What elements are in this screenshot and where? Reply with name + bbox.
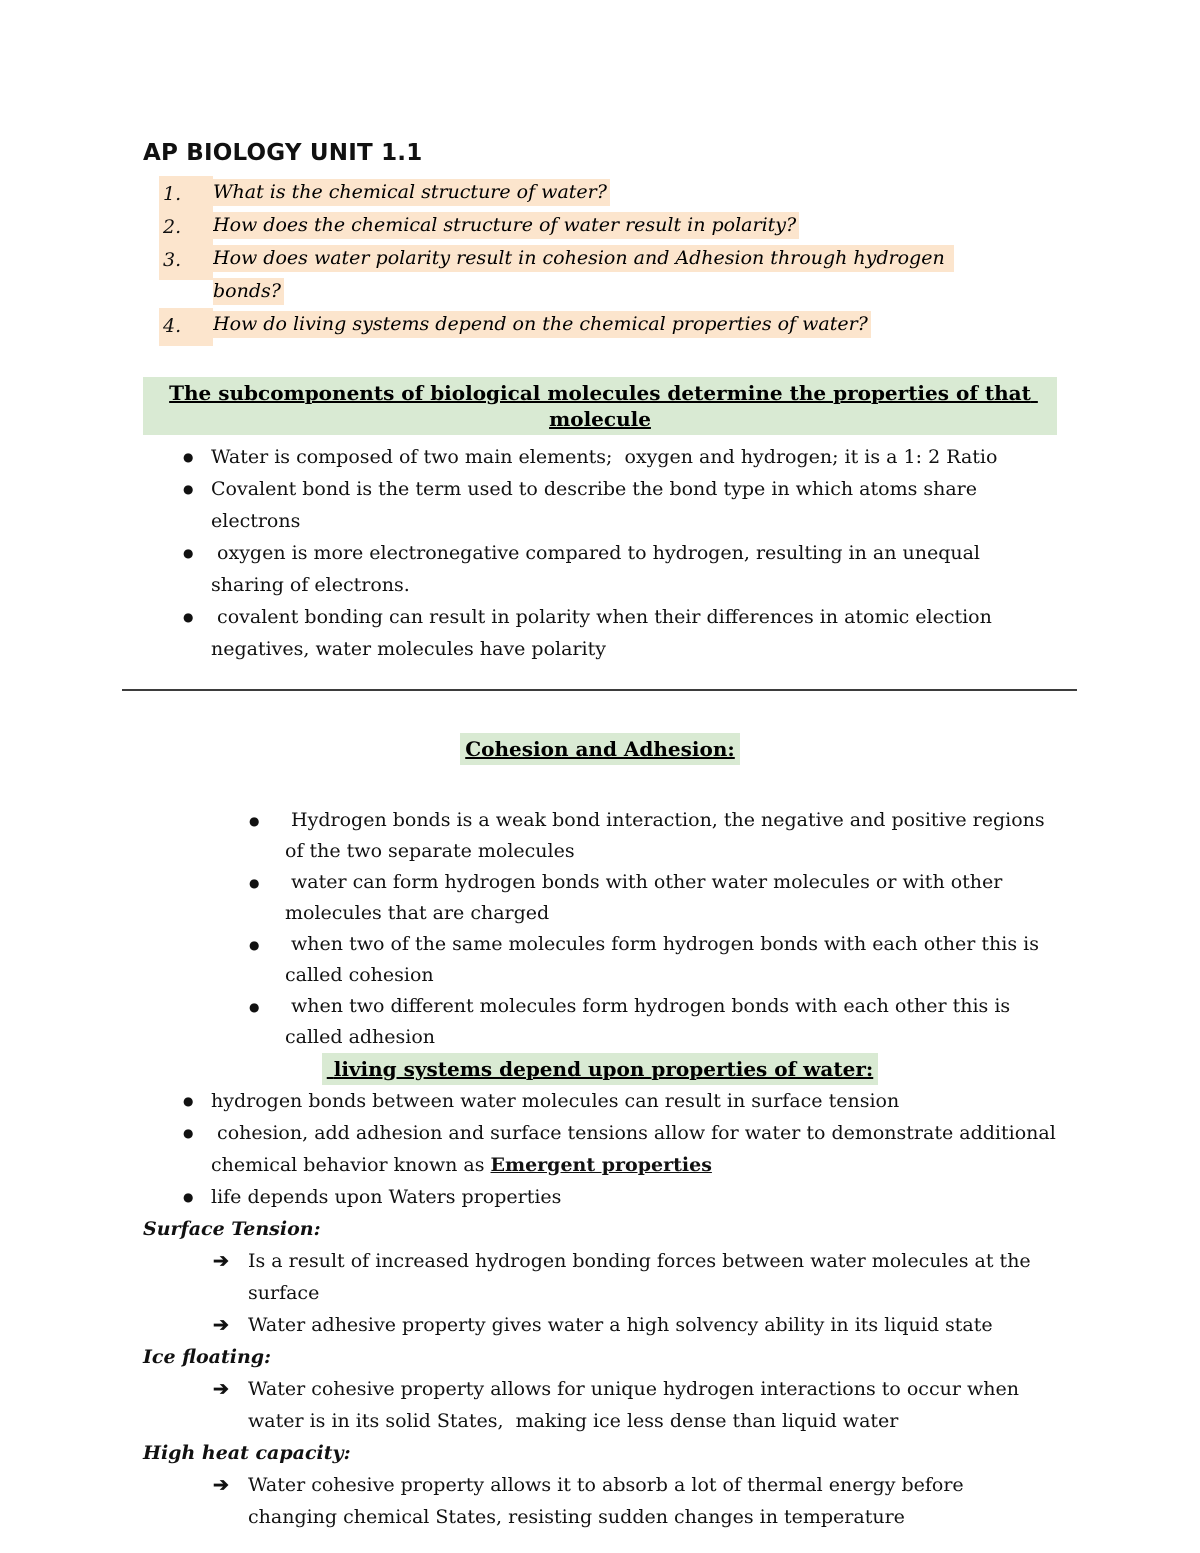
list-item bbox=[163, 176, 1005, 209]
list-item bbox=[143, 1309, 1057, 1341]
bullet-text: covalent bonding can result in polarity when their differences in atomic election negatives, water molecules have polarity bbox=[211, 606, 998, 660]
list-item bbox=[143, 805, 1057, 867]
bullet-icon: ● bbox=[249, 876, 260, 890]
list-item bbox=[143, 929, 1057, 991]
bullet-icon: ● bbox=[183, 1094, 194, 1108]
question-number: 2. bbox=[159, 209, 213, 247]
arrow-text: Water cohesive property allows for unique hydrogen interactions to occur when water is in its solid States, making ice less dense than liquid water bbox=[248, 1378, 1025, 1432]
question-text: What is the chemical structure of water? bbox=[213, 179, 610, 206]
property-label: Ice floating: bbox=[143, 1346, 272, 1368]
arrow-icon: ➔ bbox=[213, 1314, 229, 1336]
property-group-surface-tension bbox=[143, 1213, 1057, 1341]
question-text: How do living systems depend on the chemical properties of water? bbox=[213, 311, 871, 338]
bullet-icon: ● bbox=[249, 814, 260, 828]
question-number: 4. bbox=[159, 308, 213, 346]
arrow-icon: ➔ bbox=[213, 1474, 229, 1496]
list-item bbox=[143, 1181, 1057, 1213]
question-text: How does water polarity result in cohesion and Adhesion through hydrogen bonds? bbox=[213, 245, 954, 305]
list-item bbox=[143, 537, 1057, 601]
living-bullet-list bbox=[143, 1085, 1062, 1213]
bullet-text-plain: cohesion, add adhesion and surface tensions allow for water to demonstrate additional chemical behavior known as bbox=[211, 1122, 1062, 1176]
list-item bbox=[143, 1373, 1057, 1437]
list-item bbox=[143, 867, 1057, 929]
bullet-icon: ● bbox=[249, 1000, 260, 1014]
property-group-high-heat-capacity bbox=[143, 1437, 1057, 1533]
bullet-icon: ● bbox=[183, 1126, 194, 1140]
bullet-icon: ● bbox=[249, 938, 260, 952]
question-list bbox=[143, 176, 1005, 341]
bullet-icon: ● bbox=[183, 546, 194, 560]
section-cohesion-heading-row bbox=[143, 733, 1057, 765]
list-item bbox=[143, 1469, 1057, 1533]
subcomponents-bullet-list bbox=[143, 441, 1057, 665]
list-item bbox=[143, 1117, 1062, 1181]
bullet-icon: ● bbox=[183, 450, 194, 464]
list-item bbox=[143, 441, 1057, 473]
list-item bbox=[143, 1245, 1057, 1309]
bullet-icon: ● bbox=[183, 1190, 194, 1204]
bullet-text: life depends upon Waters properties bbox=[211, 1186, 562, 1208]
list-item bbox=[163, 209, 1005, 242]
emergent-properties-emphasis: Emergent properties bbox=[490, 1154, 712, 1176]
bullet-text: hydrogen bonds between water molecules can result in surface tension bbox=[211, 1090, 900, 1112]
section-heading: living systems depend upon properties of water: bbox=[322, 1053, 879, 1085]
bullet-text: Covalent bond is the term used to describe the bond type in which atoms share electrons bbox=[211, 478, 984, 532]
bullet-icon: ● bbox=[183, 482, 194, 496]
question-text: How does the chemical structure of water result in polarity? bbox=[213, 212, 799, 239]
arrow-text: Is a result of increased hydrogen bonding forces between water molecules at the surface bbox=[248, 1250, 1037, 1304]
horizontal-divider bbox=[122, 689, 1077, 691]
arrow-text: Water cohesive property allows it to absorb a lot of thermal energy before changing chemical States, resisting sudden changes in temperature bbox=[248, 1474, 976, 1528]
cohesion-bullet-list bbox=[143, 805, 1057, 1053]
list-item bbox=[143, 473, 1057, 537]
section-heading: Cohesion and Adhesion: bbox=[460, 733, 740, 765]
section-subcomponents-heading-row bbox=[143, 377, 1057, 435]
list-item bbox=[143, 991, 1057, 1053]
bullet-text: when two different molecules form hydrogen bonds with each other this is called adhesion bbox=[285, 995, 1017, 1048]
question-number: 3. bbox=[159, 242, 213, 280]
arrow-text: Water adhesive property gives water a high solvency ability in its liquid state bbox=[248, 1314, 993, 1336]
list-item bbox=[143, 601, 1057, 665]
list-item bbox=[163, 242, 1005, 308]
list-item bbox=[143, 1085, 1057, 1117]
property-label: Surface Tension: bbox=[143, 1218, 321, 1240]
property-label: High heat capacity: bbox=[143, 1442, 351, 1464]
bullet-text: water can form hydrogen bonds with other water molecules or with other molecules that are charged bbox=[285, 871, 1009, 924]
question-number: 1. bbox=[159, 176, 213, 214]
page-title: AP BIOLOGY UNIT 1.1 bbox=[143, 140, 423, 166]
section-living-heading-row bbox=[143, 1053, 1057, 1085]
bullet-icon: ● bbox=[183, 610, 194, 624]
arrow-icon: ➔ bbox=[213, 1378, 229, 1400]
bullet-text: Water is composed of two main elements; oxygen and hydrogen; it is a 1: 2 Ratio bbox=[211, 446, 998, 468]
bullet-text: Hydrogen bonds is a weak bond interaction, the negative and positive regions of the two separate molecules bbox=[285, 809, 1051, 862]
bullet-text: oxygen is more electronegative compared to hydrogen, resulting in an unequal sharing of electrons. bbox=[211, 542, 987, 596]
bullet-text bbox=[211, 1117, 1062, 1181]
list-item bbox=[163, 308, 1005, 341]
bullet-text: when two of the same molecules form hydrogen bonds with each other this is called cohesion bbox=[285, 933, 1046, 986]
section-heading: The subcomponents of biological molecules determine the properties of that molecule bbox=[143, 377, 1057, 435]
arrow-icon: ➔ bbox=[213, 1250, 229, 1272]
property-group-ice-floating bbox=[143, 1341, 1057, 1437]
